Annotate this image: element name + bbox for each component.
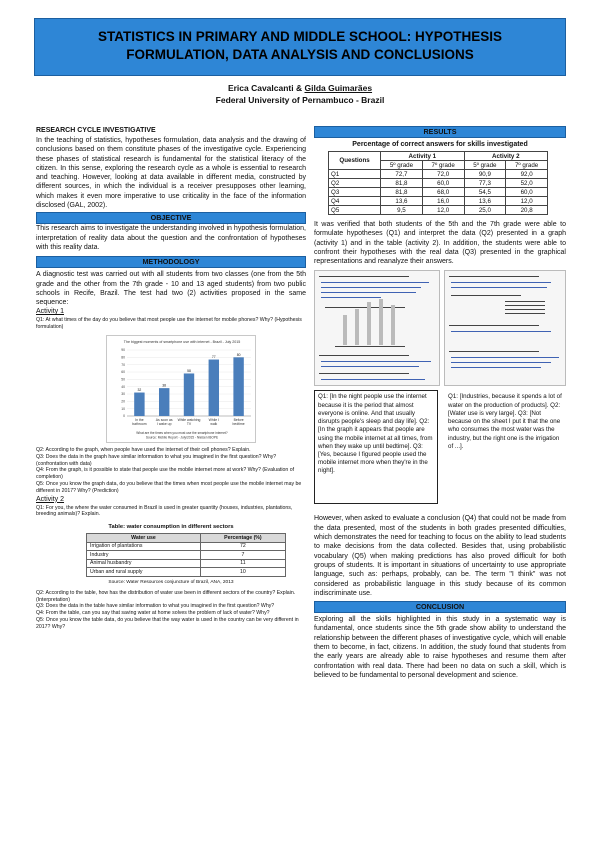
water-cell: Irrigation of plantations: [87, 542, 201, 551]
results-cell: 92,0: [506, 170, 548, 179]
water-table-header: [87, 534, 286, 543]
chart-data-label: 32: [137, 388, 142, 393]
chart-x-label-2: bedtime: [232, 422, 245, 427]
author-first: Erica Cavalcanti &: [227, 83, 305, 93]
water-cell: 72: [200, 542, 285, 551]
water-col-use: Water use: [87, 534, 201, 543]
author-block: [0, 82, 600, 106]
chart-y-tick: 20: [121, 399, 125, 404]
grade-label: 7º grade: [422, 161, 464, 170]
chart-y-tick: 0: [123, 414, 125, 419]
results-cell: 72,7: [381, 170, 423, 179]
chart-bar: [209, 360, 219, 416]
table-row: [329, 197, 548, 206]
quote-activity1: Q1: [In the night people use the internet because it is the period that almost everyone is online. And that usually disrupts people's sleep and day life]. Q2: [In the graph it appears that people are using the mobile internet at all times, from when they wake up until bedtime]. Q3: [Yes, because I figured people used the mobile internet more when they're in the night].: [314, 390, 438, 504]
results-col-activity2: Activity 2: [464, 152, 547, 161]
a1-q2: Q2: According to the graph, when people have used the internet of their cell phones? Explain.: [36, 447, 251, 454]
chart-x-label-2: I wake up: [156, 422, 172, 427]
poster-title: [35, 19, 565, 64]
chart-x-label: While I: [208, 418, 219, 423]
results-table-title: Percentage of correct answers for skills investigated: [352, 141, 528, 148]
results-cell: 52,0: [506, 179, 548, 188]
a1-q3: Q3: Does the data in the graph have similar information to what you imagined in the first question? Why? (confrontation with data): [36, 453, 277, 467]
water-cell: 7: [200, 551, 285, 560]
results-cell: Q1: [329, 170, 381, 179]
student-quotes: [314, 390, 566, 504]
chart-source: Source: Mobile Report - July/2015 - Nielsen IBOPE: [145, 435, 219, 440]
objective-text: This research aims to investigate the understanding involved in hypothesis formulation, interpretation of reality data about the question and the confrontation of hypotheses with this reality data.: [36, 225, 306, 251]
a2-q4: Q4: From the table, can you say that saving water at home solves the problem of lack of water? Why?: [36, 610, 270, 617]
results-cell: 60,0: [506, 188, 548, 197]
title-line-1: STATISTICS IN PRIMARY AND MIDDLE SCHOOL: HYPOTHESIS: [97, 29, 503, 44]
grade-label: 7º grade: [506, 161, 548, 170]
chart-bar: [233, 357, 243, 416]
results-header-row: [329, 152, 548, 161]
chart-x-label: In the: [135, 418, 144, 423]
chart-y-tick: 40: [121, 384, 125, 389]
answer-sheet-activity2: [444, 270, 566, 386]
table-row: [329, 179, 548, 188]
results-cell: 68,0: [422, 188, 464, 197]
chart-y-tick: 30: [121, 392, 125, 397]
chart-x-label-2: TV: [186, 422, 192, 427]
student-answer-scans: [314, 270, 566, 386]
results-cell: Q3: [329, 188, 381, 197]
results-cell: 13,6: [464, 197, 506, 206]
a1-q4: Q4: From the graph, is it possible to state that people use the mobile internet more at work? Why? (Evaluation of completion): [36, 467, 295, 481]
chart-x-label: As soon as: [155, 418, 173, 423]
research-title: RESEARCH CYCLE INVESTIGATIVE: [36, 127, 156, 134]
results-cell: 72,0: [422, 170, 464, 179]
chart-x-label-2: walk: [210, 422, 218, 427]
chart-x-label: Before: [233, 418, 244, 423]
institution: Federal University of Pernambuco - Brazil: [215, 95, 385, 105]
table-row: [87, 551, 286, 560]
water-cell: 11: [200, 559, 285, 568]
results-cell: 12,0: [422, 206, 464, 215]
chart-title: The biggest moments of smartphone use with internet - Brazil - July 2015: [123, 340, 241, 345]
chart-caption: What are the times when you most use the smartphone internet?: [136, 431, 228, 436]
results-cell: 9,5: [381, 206, 423, 215]
results-cell: 77,3: [464, 179, 506, 188]
results-cell: 12,0: [506, 197, 548, 206]
results-cell: 25,0: [464, 206, 506, 215]
chart-x-label: While watching: [177, 418, 201, 423]
results-cell: 81,8: [381, 179, 423, 188]
chart-y-tick: 70: [121, 362, 125, 367]
a1-q5: Q5: Once you know the graph data, do you believe that the times when most people use the mobile internet may be different in 2017? Why? (Prediction): [36, 481, 302, 494]
a2-q3: Q3: Does the data in the table have similar information to what you imagined in the first question? Why?: [36, 603, 275, 610]
chart-y-tick: 60: [121, 370, 125, 375]
chart-svg: [107, 336, 257, 444]
objective-band: OBJECTIVE: [36, 212, 306, 224]
left-column: [36, 126, 306, 631]
results-cell: 81,8: [381, 188, 423, 197]
chart-y-tick: 50: [121, 377, 125, 382]
chart-data-label: 58: [187, 369, 191, 374]
results-cell: Q2: [329, 179, 381, 188]
results-cell: 54,5: [464, 188, 506, 197]
a2-q5: Q5: Once you know the table data, do you believe that the way water is used in the country can be very different in 2017? Why?: [36, 616, 299, 630]
table-row: [87, 542, 286, 551]
chart-bar: [134, 393, 144, 416]
quote-activity2: Q1: [Industries, because it spends a lot of water on the production of products]. Q2: [Water use is very large]. Q3: [Not because on the sheet I put it that the one who consumes the most water was the industry, but the right one is the irrigation of ...].: [444, 390, 566, 504]
methodology-band: METHODOLOGY: [36, 256, 306, 268]
table-row: [87, 568, 286, 577]
table-row: [87, 559, 286, 568]
chart-y-tick: 90: [121, 348, 125, 353]
title-line-2: FORMULATION, DATA ANALYSIS AND CONCLUSIONS: [126, 47, 474, 62]
results-col-questions: Questions: [329, 152, 381, 170]
water-col-pct: Percentage (%): [200, 534, 285, 543]
chart-data-label: 77: [211, 355, 216, 360]
chart-y-tick: 80: [121, 355, 125, 360]
water-table-source: Source: Water Resources conjuncture of Brazil, ANA, 2013: [108, 579, 234, 585]
results-cell: 60,0: [422, 179, 464, 188]
answer-sheet-activity1: [314, 270, 440, 386]
results-cell: Q5: [329, 206, 381, 215]
results-col-activity1: Activity 1: [381, 152, 464, 161]
results-cell: 13,6: [381, 197, 423, 206]
a1-q1: Q1: At what times of the day do you believe that most people use the internet for mobile phones? Why? (Hypothesis formulation): [36, 317, 302, 331]
water-cell: Urban and rural supply: [87, 568, 201, 577]
analysis-text: However, when asked to evaluate a conclusion (Q4) that could not be made from the data presented, most of the students in both grades presented difficulties, which demonstrates the need for teaching to focus on the ability to lead students to make decisions from the data collected. Besides that, using probabilistic vocabulary (Q5) when making predictions has also proved difficult for both groups of students. It is important in situations of uncertainty to use appropriate language, such as: perhaps, probably, can be. The term "I think" was not considered as probabilistic language in this study because of its common indiscriminate use.: [314, 515, 566, 597]
table-row: [329, 188, 548, 197]
conclusion-text: Exploring all the skills highlighted in this study in a systematic way is fundamental, once students since the 5th grade show ability to understand the relationship between the different phases of investigative cycle, which will enable them to become, in fact, citizens. In addition, the study found that students from the early years are already able to raise hypotheses and resume them after confrontation with real data. There had been no data on such a skill, which is believed to be fundamental to personal development and science.: [314, 616, 566, 679]
water-cell: 10: [200, 568, 285, 577]
chart-x-label-2: bathroom: [132, 422, 147, 427]
results-cell: Q4: [329, 197, 381, 206]
activity-1-heading: Activity 1: [36, 308, 65, 316]
conclusion-band: CONCLUSION: [314, 601, 566, 613]
author-second: Gilda Guimarães: [304, 83, 373, 93]
grade-label: 5º grade: [381, 161, 423, 170]
chart-bar: [159, 388, 169, 416]
methodology-text: A diagnostic test was carried out with all students from two classes (one from the 5th grade and the other from the 7th grade - 10 and 13 aged students) from two public schools in Recife, Brazil. The test had two (2) activities proposed in the same sequence:: [36, 271, 306, 307]
chart-data-label: 38: [162, 383, 167, 388]
results-cell: 20,8: [506, 206, 548, 215]
a2-q2: Q2: According to the table, how has the distribution of water use been in different sectors of the country? Explain. (Interpretation): [36, 589, 296, 603]
table-row: [329, 206, 548, 215]
right-column: [314, 126, 566, 680]
water-table: [86, 533, 286, 577]
research-text: In the teaching of statistics, hypotheses formulation, data analysis and the drawing of conclusions based on them constitute phases of the investigative cycle. Experiencing these phases of statistical research is fundamental for the statistical literacy of the citizen. In this sense, exploring the research cycle as a whole is essential to research and teaching. However, looking at data available in different media, constructed by different sources, in which the individual is a receiver presupposes other learning, which makes it even more imperative to use criticality in the face of the information disclosed (GAL, 2002).: [36, 137, 306, 210]
activity-2-heading: Activity 2: [36, 495, 65, 503]
results-text: It was verified that both students of the 5th and the 7th grade were able to formulate hypotheses (Q1) and interpret the data (Q2) presented in a graph (activity 1) and in the table (activity 2). In addition, the students were able to confront their hypotheses with the real data (Q3) presented in the graphical representations and reanalyze their answers.: [314, 221, 566, 266]
chart-data-label: 80: [236, 352, 241, 357]
table-row: [329, 170, 548, 179]
results-cell: 16,0: [422, 197, 464, 206]
water-table-title: Table: water consumption in different sectors: [108, 524, 234, 531]
results-table: [328, 151, 548, 215]
chart-bar: [184, 374, 194, 417]
water-cell: Animal husbandry: [87, 559, 201, 568]
a2-q1: Q1: For you, the where the water consumed in Brazil is used in greater quantity (houses, industries, plantations, breeding animals)? Explain.: [36, 504, 293, 518]
results-band: RESULTS: [314, 126, 566, 138]
water-cell: Industry: [87, 551, 201, 560]
results-cell: 90,9: [464, 170, 506, 179]
smartphone-chart: [106, 335, 256, 443]
title-banner: [34, 18, 566, 76]
chart-y-tick: 10: [121, 406, 125, 411]
grade-label: 5º grade: [464, 161, 506, 170]
